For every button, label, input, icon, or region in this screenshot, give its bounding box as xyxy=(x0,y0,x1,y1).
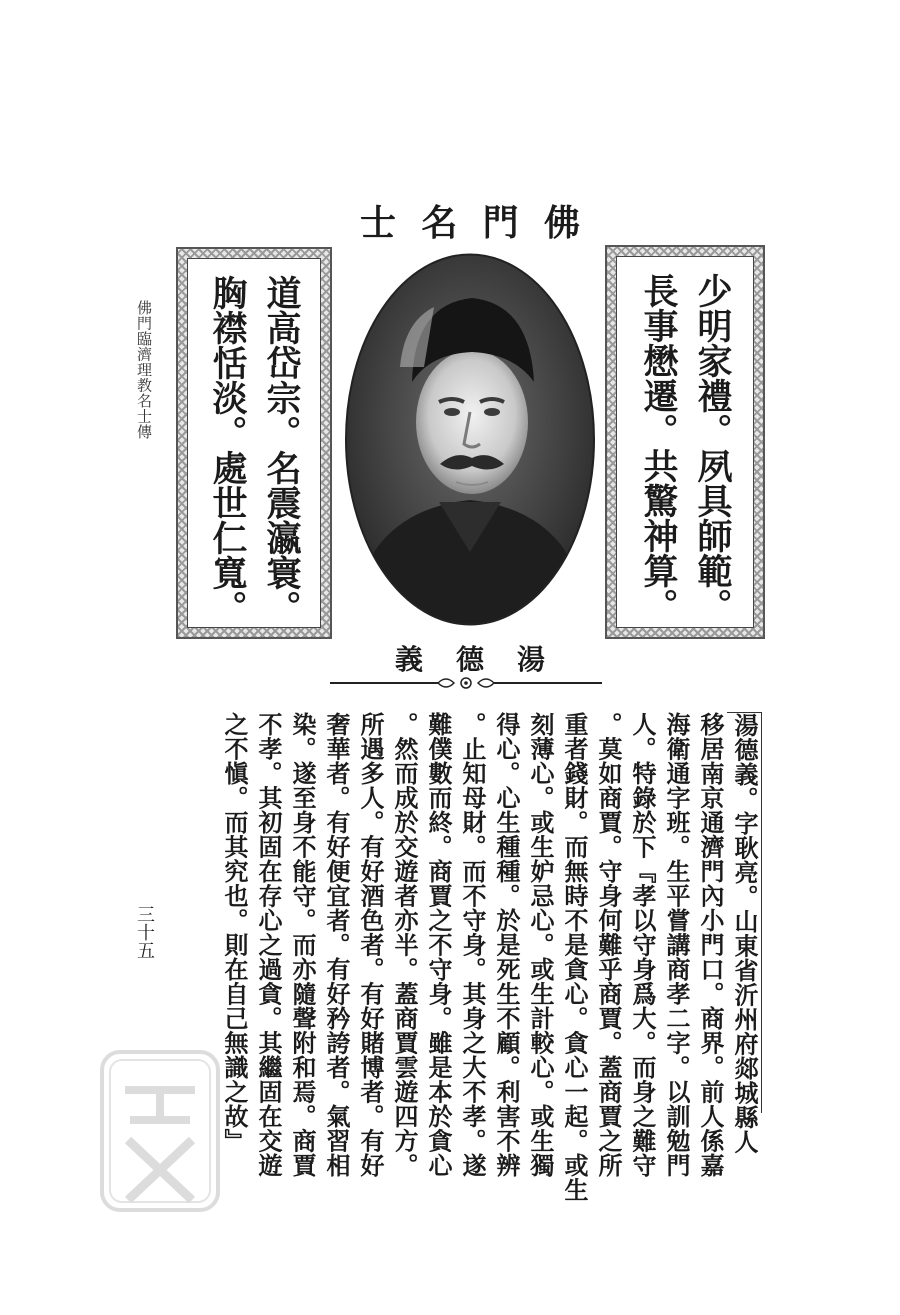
text-column: 染。遂至身不能守。而亦隨聲附和焉。商賈 xyxy=(288,712,317,1178)
portrait-photo xyxy=(344,252,596,627)
scroll-ornament-icon xyxy=(330,675,602,691)
eulogy-panel-right-inner xyxy=(616,256,754,628)
text-column: 移居南京通濟門內小門口。商界。前人係嘉 xyxy=(696,712,725,1178)
header-char: 士 xyxy=(360,201,397,244)
eulogy-line: 胸襟恬淡。處世仁寬。 xyxy=(207,275,248,625)
caption-char: 德 xyxy=(455,643,484,676)
caption-char: 義 xyxy=(395,643,424,676)
text-column: 海衛通字班。生平嘗講商孝二字。以訓勉門 xyxy=(662,712,691,1178)
header-char: 門 xyxy=(482,201,519,244)
library-seal-icon xyxy=(100,1050,220,1212)
text-column: 重者錢財。而無時不是貪心。貪心一起。或生 xyxy=(560,712,589,1202)
eulogy-line: 道高岱宗。名震瀛寰。 xyxy=(261,275,302,625)
text-column: 所遇多人。有好酒色者。有好賭博者。有好 xyxy=(356,712,385,1178)
text-column: 得心。心生種種。於是死生不顧。利害不辨 xyxy=(492,712,521,1178)
side-margin-label: 佛門臨濟理教名士傳 xyxy=(135,300,153,440)
header-char: 佛 xyxy=(543,201,580,244)
eulogy-line: 少明家禮。夙具師範。 xyxy=(692,273,733,623)
text-column: 。莫如商賈。守身何難乎商賈。蓋商賈之所 xyxy=(594,712,623,1178)
text-column: 。止知母財。而不守身。其身之大不孝。遂 xyxy=(458,712,487,1178)
page-header xyxy=(360,198,580,242)
text-column: 湯德義。字耿亮。山東省沂州府郯城縣人 xyxy=(727,712,762,1113)
text-column: 刻薄心。或生妒忌心。或生計較心。或生獨 xyxy=(526,712,555,1178)
portrait-caption xyxy=(395,640,545,676)
header-char: 名 xyxy=(421,201,458,244)
text-column: 難僕數而終。商賈之不守身。雖是本於貪心 xyxy=(424,712,453,1178)
text-column: 之不愼。而其究也。則在自己無識之故』 xyxy=(220,712,249,1153)
text-column: 。然而成於交遊者亦半。蓋商賈雲遊四方。 xyxy=(390,712,419,1178)
eulogy-panel-left-inner xyxy=(187,258,321,628)
eulogy-panel-left xyxy=(176,247,332,639)
eulogy-panel-right xyxy=(605,245,765,639)
biography-text xyxy=(217,712,762,1202)
text-column: 不孝。其初固在存心之過貪。其繼固在交遊 xyxy=(254,712,283,1178)
caption-char: 湯 xyxy=(516,643,545,676)
eulogy-line: 長事懋遷。共驚神算。 xyxy=(638,273,679,623)
text-column: 人。特錄於下『孝以守身爲大。而身之難守 xyxy=(628,712,657,1178)
page-number: 三十五 xyxy=(134,905,155,959)
text-column: 奢華者。有好便宜者。有好矜誇者。氣習相 xyxy=(322,712,351,1178)
